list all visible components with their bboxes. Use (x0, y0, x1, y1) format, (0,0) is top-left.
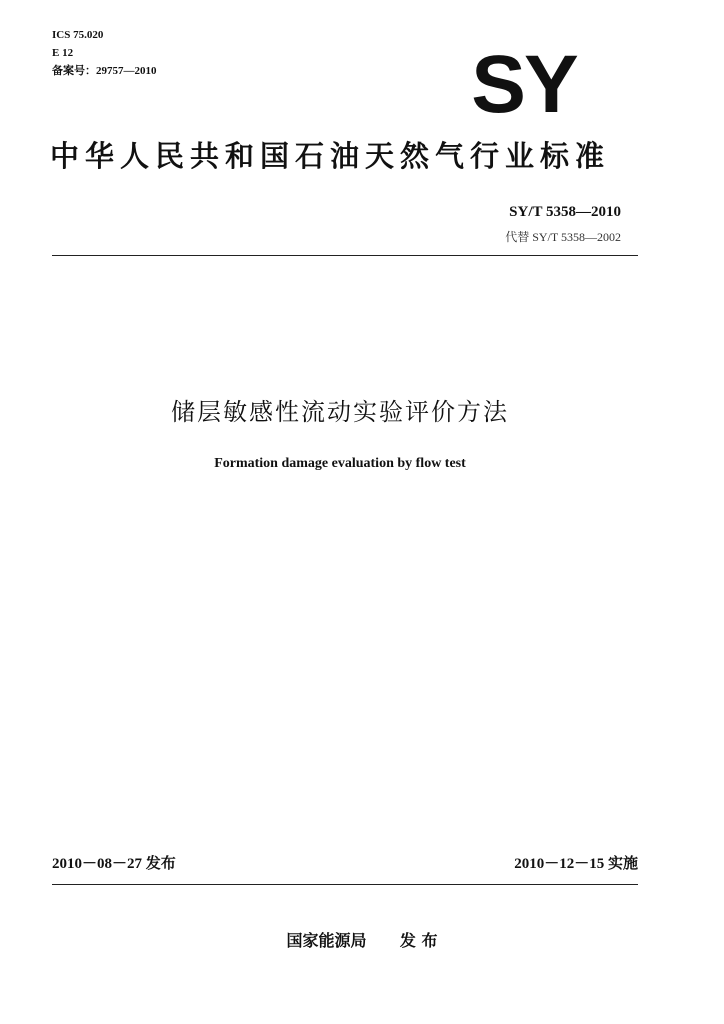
sy-logo-text: SY (471, 40, 577, 120)
document-title-en: Formation damage evaluation by flow test (214, 456, 466, 471)
header-divider (52, 255, 638, 256)
implement-date: 2010－12－15 实施 (514, 856, 638, 872)
ics-code: ICS 75.020 (52, 29, 104, 41)
issuer: 国家能源局 发 布 (286, 931, 438, 950)
sy-logo (458, 40, 590, 120)
publish-date: 2010－08－27 发布 (52, 856, 176, 872)
standard-number: SY/T 5358—2010 (509, 204, 621, 220)
classification-code: E 12 (52, 47, 74, 59)
replaces-standard: 代替 SY/T 5358—2002 (505, 230, 621, 244)
main-title: 中华人民共和国石油天然气行业标准 (50, 139, 611, 173)
document-title-cn: 储层敏感性流动实验评价方法 (171, 398, 509, 426)
footer-divider (52, 884, 638, 885)
record-number: 备案号：29757—2010 (52, 65, 157, 77)
